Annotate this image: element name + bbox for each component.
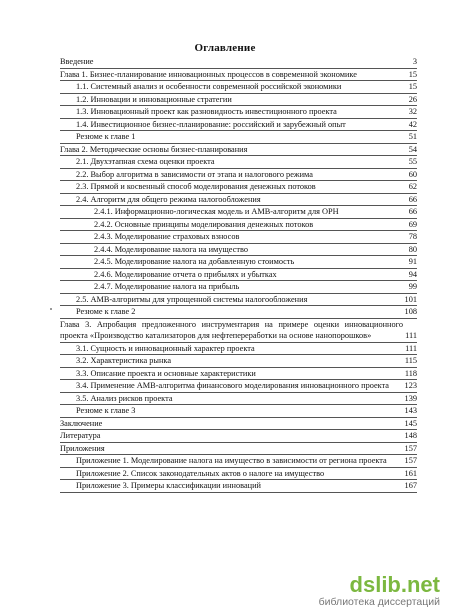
toc-entry-title: Заключение	[60, 418, 103, 428]
toc-entry-title: 2.4.6. Моделирование отчета о прибылях и убытках	[94, 269, 277, 279]
toc-entry-title: Литература	[60, 431, 101, 440]
toc-entry	[60, 468, 417, 481]
toc-entry	[60, 69, 417, 82]
toc-entry-title: Резюме к главе 3	[76, 406, 136, 415]
toc-entry-page: 145	[404, 418, 417, 428]
toc-entry-page: 3	[412, 57, 417, 66]
toc-entry-page: 26	[408, 94, 417, 104]
toc-entry-page: 66	[408, 194, 417, 204]
toc-entry-title: 2.1. Двухэтапная схема оценки проекта	[76, 157, 215, 166]
toc-entry	[60, 306, 417, 319]
toc-entry-title: Глава 3. Апробация предложенного инструментария на примере оценки инновационного проекта «Производство катализаторов для нефтепереработки на основе нанопорошков»	[60, 319, 403, 340]
toc-entry	[60, 181, 417, 194]
toc-entry-page: 161	[404, 468, 417, 478]
toc-entry-page: 80	[408, 244, 417, 254]
toc-entry	[60, 405, 417, 418]
toc-entry-page: 60	[408, 169, 417, 179]
toc-entry-title: Введение	[60, 57, 94, 66]
toc-entry-page: 99	[408, 282, 417, 291]
toc-entry	[60, 269, 417, 282]
toc-entry-page: 111	[405, 331, 417, 340]
toc-entry-page: 167	[404, 481, 417, 490]
toc-entry-title: 2.3. Прямой и косвенный способ моделирования денежных потоков	[76, 182, 316, 191]
toc-entry-title: 2.4.7. Моделирование налога на прибыль	[94, 282, 240, 291]
toc-entry	[60, 368, 417, 381]
toc-entry	[60, 81, 417, 94]
toc-entry	[60, 355, 417, 368]
watermark-logo: dslib.net	[349, 572, 440, 597]
toc-entry-page: 139	[404, 393, 417, 403]
toc-entry-title: 3.4. Применение АМВ-алгоритма финансового моделирования инновационного проекта	[76, 381, 389, 390]
toc-entry-page: 111	[405, 343, 417, 353]
toc-entry-title: Резюме к главе 2	[76, 307, 136, 316]
toc-entry	[60, 343, 417, 356]
toc-entry-title: 2.4.2. Основные принципы моделирования денежных потоков	[94, 219, 314, 229]
watermark	[319, 574, 440, 609]
table-of-contents	[60, 56, 417, 493]
toc-entry	[60, 281, 417, 294]
toc-entry-page: 78	[408, 232, 417, 241]
toc-entry	[60, 393, 417, 406]
toc-entry-page: 108	[404, 307, 417, 316]
toc-entry-title: 2.4.4. Моделирование налога на имущество	[94, 244, 249, 254]
toc-entry-page: 115	[404, 356, 417, 365]
toc-entry-page: 55	[408, 157, 417, 166]
toc-entry-title: 3.5. Анализ рисков проекта	[76, 393, 173, 403]
toc-entry-title: 2.4.3. Моделирование страховых взносов	[94, 232, 240, 241]
toc-entry	[60, 106, 417, 119]
toc-entry-page: 118	[404, 368, 417, 378]
toc-entry-title: 1.3. Инновационный проект как разновидность инвестиционного проекта	[76, 107, 337, 116]
toc-entry	[60, 219, 417, 232]
toc-entry-title: 2.4. Алгоритм для общего режима налогообложения	[76, 194, 261, 204]
toc-entry-title: 2.4.5. Моделирование налога на добавленную стоимость	[94, 257, 295, 266]
toc-entry-page: 66	[408, 207, 417, 216]
toc-entry-page: 54	[408, 144, 417, 154]
toc-entry-title: Глава 2. Методические основы бизнес-планирования	[60, 144, 248, 154]
toc-entry-page: 69	[408, 219, 417, 229]
toc-entry-title: 2.5. АМВ-алгоритмы для упрощенной системы налогообложения	[76, 294, 308, 304]
toc-entry-page: 51	[408, 132, 417, 141]
toc-entry-page: 101	[404, 294, 417, 304]
toc-entry	[60, 244, 417, 257]
toc-entry	[60, 418, 417, 431]
toc-entry-page: 62	[408, 182, 417, 191]
toc-entry	[60, 455, 417, 468]
toc-entry-page: 157	[404, 443, 417, 453]
toc-entry-title: Глава 1. Бизнес-планирование инновационных процессов в современной экономике	[60, 69, 357, 79]
toc-entry-page: 42	[408, 119, 417, 129]
toc-entry	[60, 56, 417, 69]
toc-entry	[60, 231, 417, 244]
toc-entry	[60, 169, 417, 182]
toc-entry-title: Приложения	[60, 443, 105, 453]
page-title: Оглавление	[194, 42, 256, 54]
toc-entry-page: 15	[408, 82, 417, 91]
toc-entry-title: Резюме к главе 1	[76, 132, 136, 141]
toc-entry-page: 15	[408, 69, 417, 79]
scan-speck	[50, 308, 52, 310]
toc-entry	[60, 194, 417, 207]
toc-entry-title: 1.1. Системный анализ и особенности современной российской экономики	[76, 82, 342, 91]
toc-entry-title: Приложение 1. Моделирование налога на имущество в зависимости от региона проекта	[76, 456, 387, 465]
toc-entry-page: 143	[404, 406, 417, 415]
toc-entry	[60, 131, 417, 144]
toc-entry-title: Приложение 2. Список законодательных актов о налоге на имущество	[76, 468, 325, 478]
toc-entry-page: 123	[404, 381, 417, 390]
toc-entry	[60, 480, 417, 493]
toc-entry	[60, 156, 417, 169]
toc-entry-page: 148	[404, 431, 417, 440]
toc-entry-title: 3.3. Описание проекта и основные характеристики	[76, 368, 256, 378]
toc-entry-page: 32	[408, 107, 417, 116]
watermark-subtitle: библиотека диссертаций	[318, 596, 440, 608]
toc-entry-page: 157	[404, 456, 417, 465]
toc-entry-title: 2.2. Выбор алгоритма в зависимости от этапа и налогового режима	[76, 169, 313, 179]
toc-entry	[60, 443, 417, 456]
toc-entry-page: 91	[408, 257, 417, 266]
toc-entry-title: Приложение 3. Примеры классификации инноваций	[76, 481, 261, 490]
toc-entry	[60, 430, 417, 443]
toc-entry	[60, 294, 417, 307]
toc-entry	[60, 380, 417, 393]
toc-entry-title: 1.4. Инвестиционное бизнес-планирование: российский и зарубежный опыт	[76, 119, 346, 129]
toc-entry-title: 2.4.1. Информационно-логическая модель и АМВ-алгоритм для ОРН	[94, 207, 339, 216]
toc-entry	[60, 119, 417, 132]
toc-entry-page: 94	[408, 269, 417, 279]
toc-entry-title: 3.1. Сущность и инновационный характер проекта	[76, 343, 255, 353]
toc-entry	[60, 206, 417, 219]
toc-entry-title: 1.2. Инновации и инновационные стратегии	[76, 94, 232, 104]
toc-entry	[60, 256, 417, 269]
toc-entry	[60, 319, 417, 343]
toc-entry	[60, 94, 417, 107]
toc-entry	[60, 144, 417, 157]
toc-entry-title: 3.2. Характеристика рынка	[76, 356, 172, 365]
